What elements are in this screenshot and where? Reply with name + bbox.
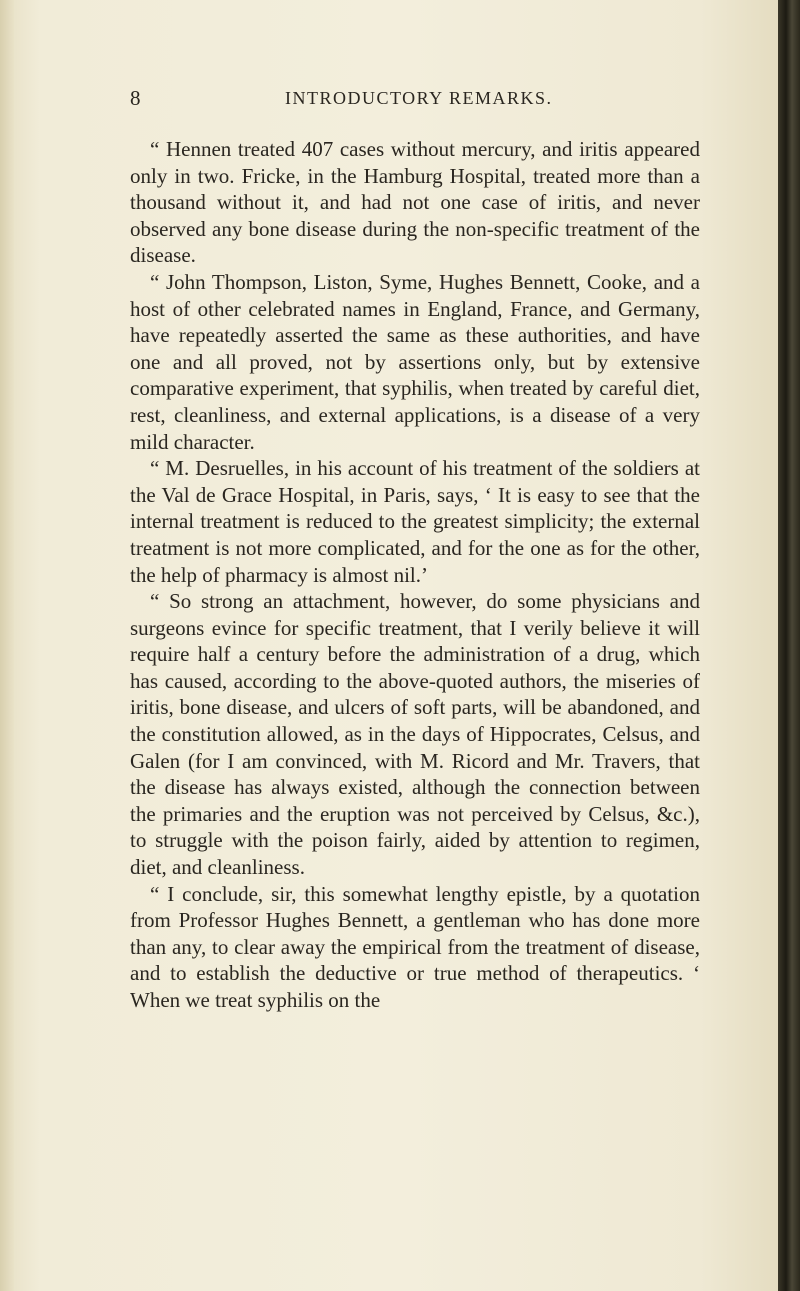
page-number: 8 [130, 86, 141, 110]
book-binding-edge [778, 0, 800, 1291]
page-header [130, 86, 690, 116]
paragraph-conclusion: “ I conclude, sir, this somewhat lengthy epistle, by a quotation from Professor Hughes Bennett, a gentleman who has done more than any, to clear away the empirical from the treatment of disease, and to establish the deductive or true method of therapeutics. ‘ When we treat syphilis on the [130, 881, 700, 1012]
paragraph-thompson: “ John Thompson, Liston, Syme, Hughes Bennett, Cooke, and a host of other celebrated names in England, France, and Germany, have repeatedly asserted the same as these authorities, and have one and all proved, not by assertions only, but by extensive comparative experiment, that syphilis, when treated by careful diet, rest, cleanliness, and external applications, is a disease of a very mild character. [130, 269, 700, 454]
body-text [130, 136, 700, 1014]
running-head: INTRODUCTORY REMARKS. [285, 88, 553, 108]
paragraph-desruelles: “ M. Desruelles, in his account of his treatment of the soldiers at the Val de Grace Hospital, in Paris, says, ‘ It is easy to see that the internal treatment is reduced to the greatest simplicity; the external treatment is not more complicated, and for the one as for the other, the help of pharmacy is almost nil.’ [130, 456, 700, 587]
paragraph-attachment: “ So strong an attachment, however, do some physicians and surgeons evince for specific treatment, that I verily believe it will require half a century before the administration of a drug, which has caused, according to the above-quoted authors, the miseries of iritis, bone disease, and ulcers of soft parts, will be abandoned, and the constitution allowed, as in the days of Hippocrates, Celsus, and Galen (for I am convinced, with M. Ricord and Mr. Travers, that the disease has always existed, although the connection between the primaries and the eruption was not perceived by Celsus, &c.), to struggle with the poison fairly, aided by attention to regimen, diet, and cleanliness. [130, 589, 700, 880]
page-left-edge [0, 0, 14, 1291]
paragraph-hennen: “ Hennen treated 407 cases without mercury, and iritis appeared only in two. Fricke, in the Hamburg Hospital, treated more than a thousand without it, and had not one case of iritis, and never observed any bone disease during the non-specific treatment of the disease. [130, 137, 700, 268]
